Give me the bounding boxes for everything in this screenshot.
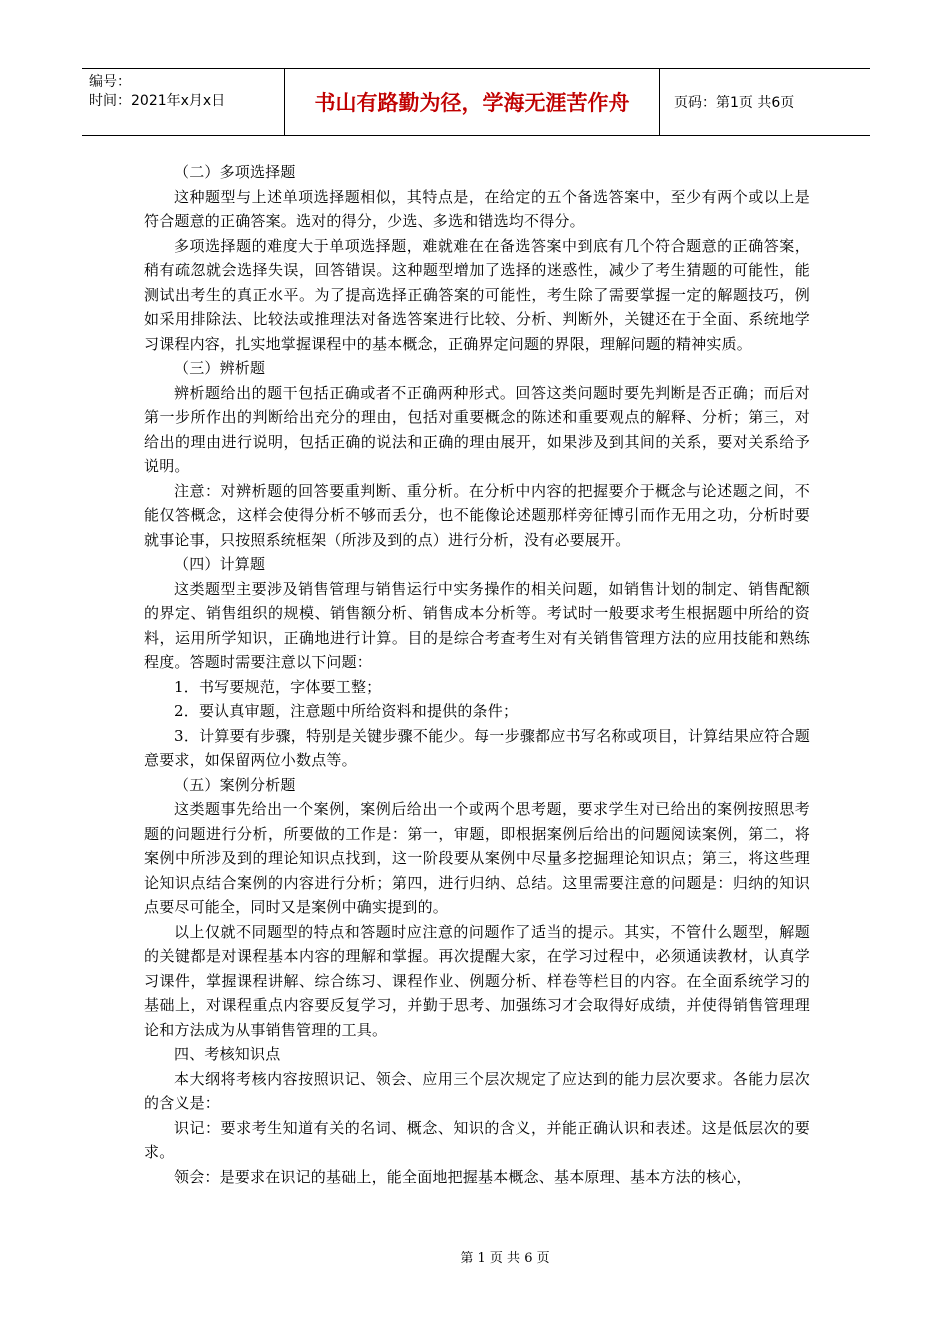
header-motto: 书山有路勤为径，学海无涯苦作舟 [285, 69, 660, 135]
paragraph: 识记：要求考生知道有关的名词、概念、知识的含义，并能正确认识和表述。这是低层次的要求。 [144, 1118, 810, 1161]
paragraph: 注意：对辨析题的回答要重判断、重分析。在分析中内容的把握要介于概念与论述题之间，不能仅答概念，这样会使得分析不够而丢分，也不能像论述题那样旁征博引而作无用之功，分析时要就事论事，只按照系统框架（所涉及到的点）进行分析，没有必要展开。 [144, 481, 810, 549]
section-heading-case-study: （五）案例分析题 [174, 775, 296, 794]
date-label: 时间：2021年x月x日 [89, 93, 226, 109]
number-label: 编号： [89, 74, 131, 90]
paragraph: 这种题型与上述单项选择题相似，其特点是，在给定的五个备选答案中，至少有两个或以上是符合题意的正确答案。选对的得分，少选、多选和错选均不得分。 [144, 187, 810, 230]
header-page-info: 页码：第1页 共6页 [674, 95, 795, 111]
section-heading-knowledge-points: 四、考核知识点 [174, 1045, 281, 1063]
list-item: 1．书写要规范，字体要工整； [174, 677, 382, 696]
page-footer: 第 1 页 共 6 页 [460, 1251, 550, 1266]
paragraph: 这类题事先给出一个案例，案例后给出一个或两个思考题，要求学生对已给出的案例按照思考题的问题进行分析，所要做的工作是：第一，审题，即根据案例后给出的问题阅读案例，第二，将案例中所涉及到的理论知识点找到，这一阶段要从案例中尽量多挖掘理论知识点；第三，将这些理论知识点结合案例的内容进行分析；第四，进行归纳、总结。这里需要注意的问题是：归纳的知识点要尽可能全，同时又是案例中确实提到的。 [144, 800, 810, 916]
section-heading-multiple-choice: （二）多项选择题 [174, 163, 296, 181]
list-item: 2．要认真审题，注意题中所给资料和提供的条件； [174, 702, 519, 720]
paragraph: 辨析题给出的题干包括正确或者不正确两种形式。回答这类问题时要先判断是否正确；而后对第一步所作出的判断给出充分的理由，包括对重要概念的陈述和重要观点的解释、分析；第三，对给出的理由进行说明，包括正确的说法和正确的理由展开，如果涉及到其间的关系，要对关系给予说明。 [144, 383, 810, 475]
paragraph: 多项选择题的难度大于单项选择题，难就难在在备选答案中到底有几个符合题意的正确答案，稍有疏忽就会选择失误，回答错误。这种题型增加了选择的迷惑性，减少了考生猜题的可能性，能测试出考生的真正水平。为了提高选择正确答案的可能性，考生除了需要掌握一定的解题技巧，例如采用排除法、比较法或推理法对备选答案进行比较、分析、判断外，关键还在于全面、系统地学习课程内容，扎实地掌握课程中的基本概念，正确界定问题的界限，理解问题的精神实质。 [144, 236, 810, 353]
section-heading-calculation: （四）计算题 [174, 555, 266, 573]
paragraph: 领会：是要求在识记的基础上，能全面地把握基本概念、基本原理、基本方法的核心， [174, 1167, 752, 1186]
paragraph: 以上仅就不同题型的特点和答题时应注意的问题作了适当的提示。其实，不管什么题型，解题的关键都是对课程基本内容的理解和掌握。再次提醒大家，在学习过程中，必须通读教材，认真学习课件，掌握课程讲解、综合练习、课程作业、例题分析、样卷等栏目的内容。在全面系统学习的基础上，对课程重点内容要反复学习，并勤于思考、加强练习才会取得好成绩，并使得销售管理理论和方法成为从事销售管理的工具。 [144, 922, 810, 1039]
list-item: 3．计算要有步骤，特别是关键步骤不能少。每一步骤都应书写名称或项目，计算结果应符合题意要求，如保留两位小数点等。 [144, 726, 810, 769]
section-heading-analysis: （三）辨析题 [174, 359, 266, 377]
document-header [82, 68, 870, 136]
paragraph: 本大纲将考核内容按照识记、领会、应用三个层次规定了应达到的能力层次要求。各能力层次的含义是： [144, 1069, 810, 1112]
paragraph: 这类题型主要涉及销售管理与销售运行中实务操作的相关问题，如销售计划的制定、销售配额的界定、销售组织的规模、销售额分析、销售成本分析等。考试时一般要求考生根据题中所给的资料，运用所学知识，正确地进行计算。目的是综合考查考生对有关销售管理方法的应用技能和熟练程度。答题时需要注意以下问题： [144, 579, 810, 671]
document-body [144, 160, 810, 1189]
header-meta [82, 69, 285, 135]
